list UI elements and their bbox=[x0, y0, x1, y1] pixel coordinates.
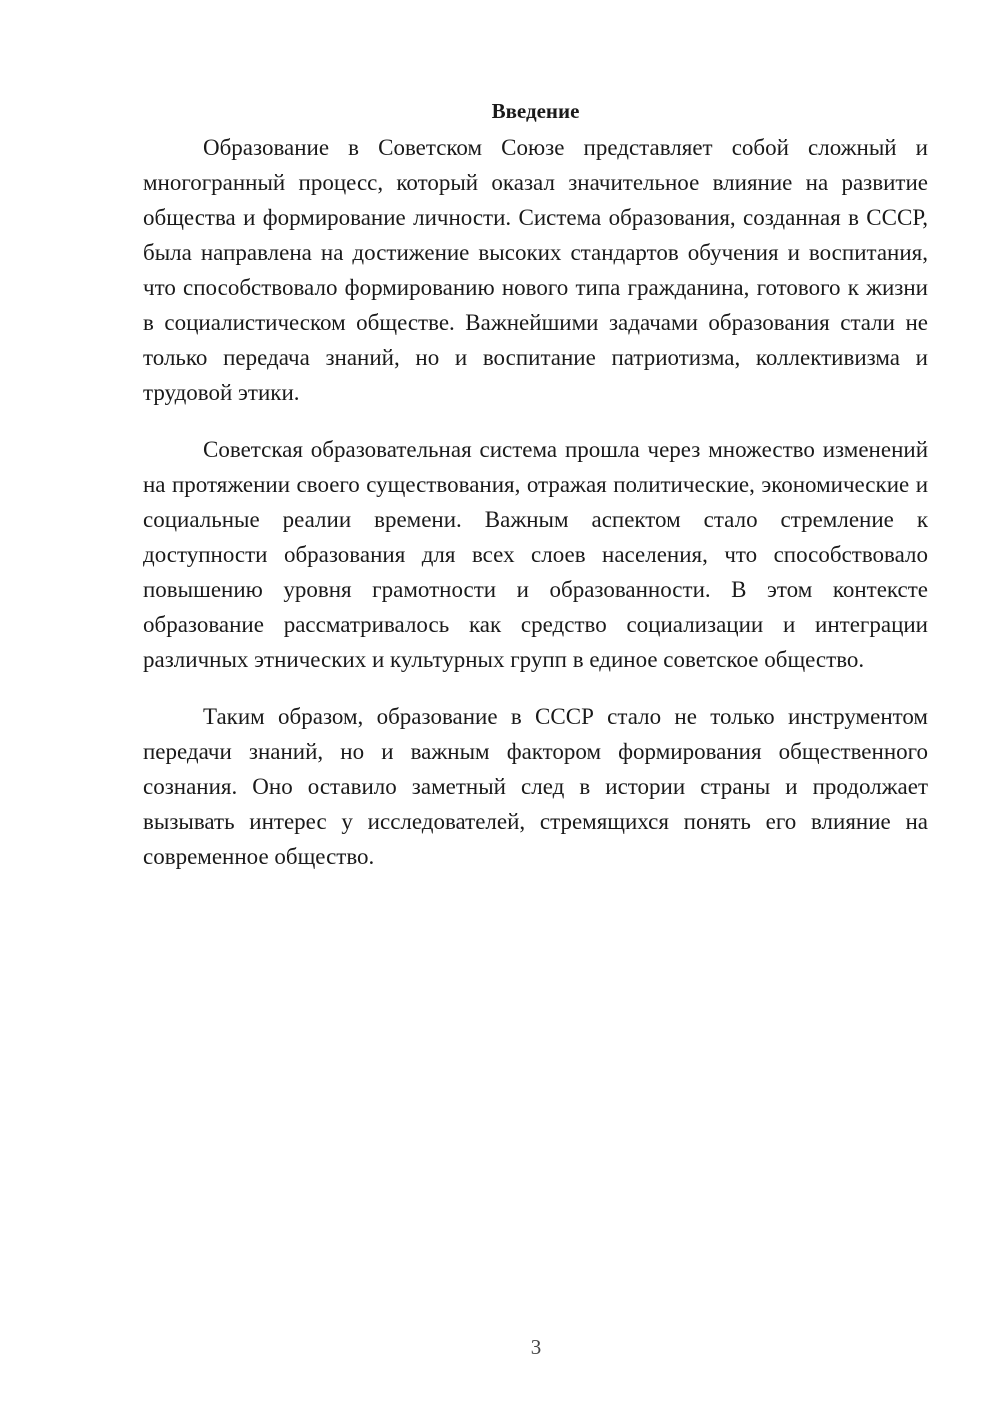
page-content bbox=[143, 96, 928, 874]
page-number: 3 bbox=[530, 1335, 542, 1359]
paragraph-1: Образование в Советском Союзе представляет собой сложный и многогранный процесс, который оказал значительное влияние на развитие общества и формирование личности. Система образования, созданная в СССР, была направлена на достижение высоких стандартов обучения и воспитания, что способствовало формированию нового типа гражданина, готового к жизни в социалистическом обществе. Важнейшими задачами образования стали не только передача знаний, но и воспитание патриотизма, коллективизма и трудовой этики. bbox=[143, 135, 928, 405]
page-title: Введение bbox=[491, 99, 580, 123]
paragraph-2: Советская образовательная система прошла через множество изменений на протяжении своего существования, отражая политические, экономические и социальные реалии времени. Важным аспектом стало стремление к доступности образования для всех слоев населения, что способствовало повышению уровня грамотности и образованности. В этом контексте образование рассматривалось как средство социализации и интеграции различных этнических и культурных групп в единое советское общество. bbox=[143, 437, 928, 672]
paragraph-3: Таким образом, образование в СССР стало не только инструментом передачи знаний, но и важным фактором формирования общественного сознания. Оно оставило заметный след в истории страны и продолжает вызывать интерес у исследователей, стремящихся понять его влияние на современное общество. bbox=[143, 704, 928, 869]
